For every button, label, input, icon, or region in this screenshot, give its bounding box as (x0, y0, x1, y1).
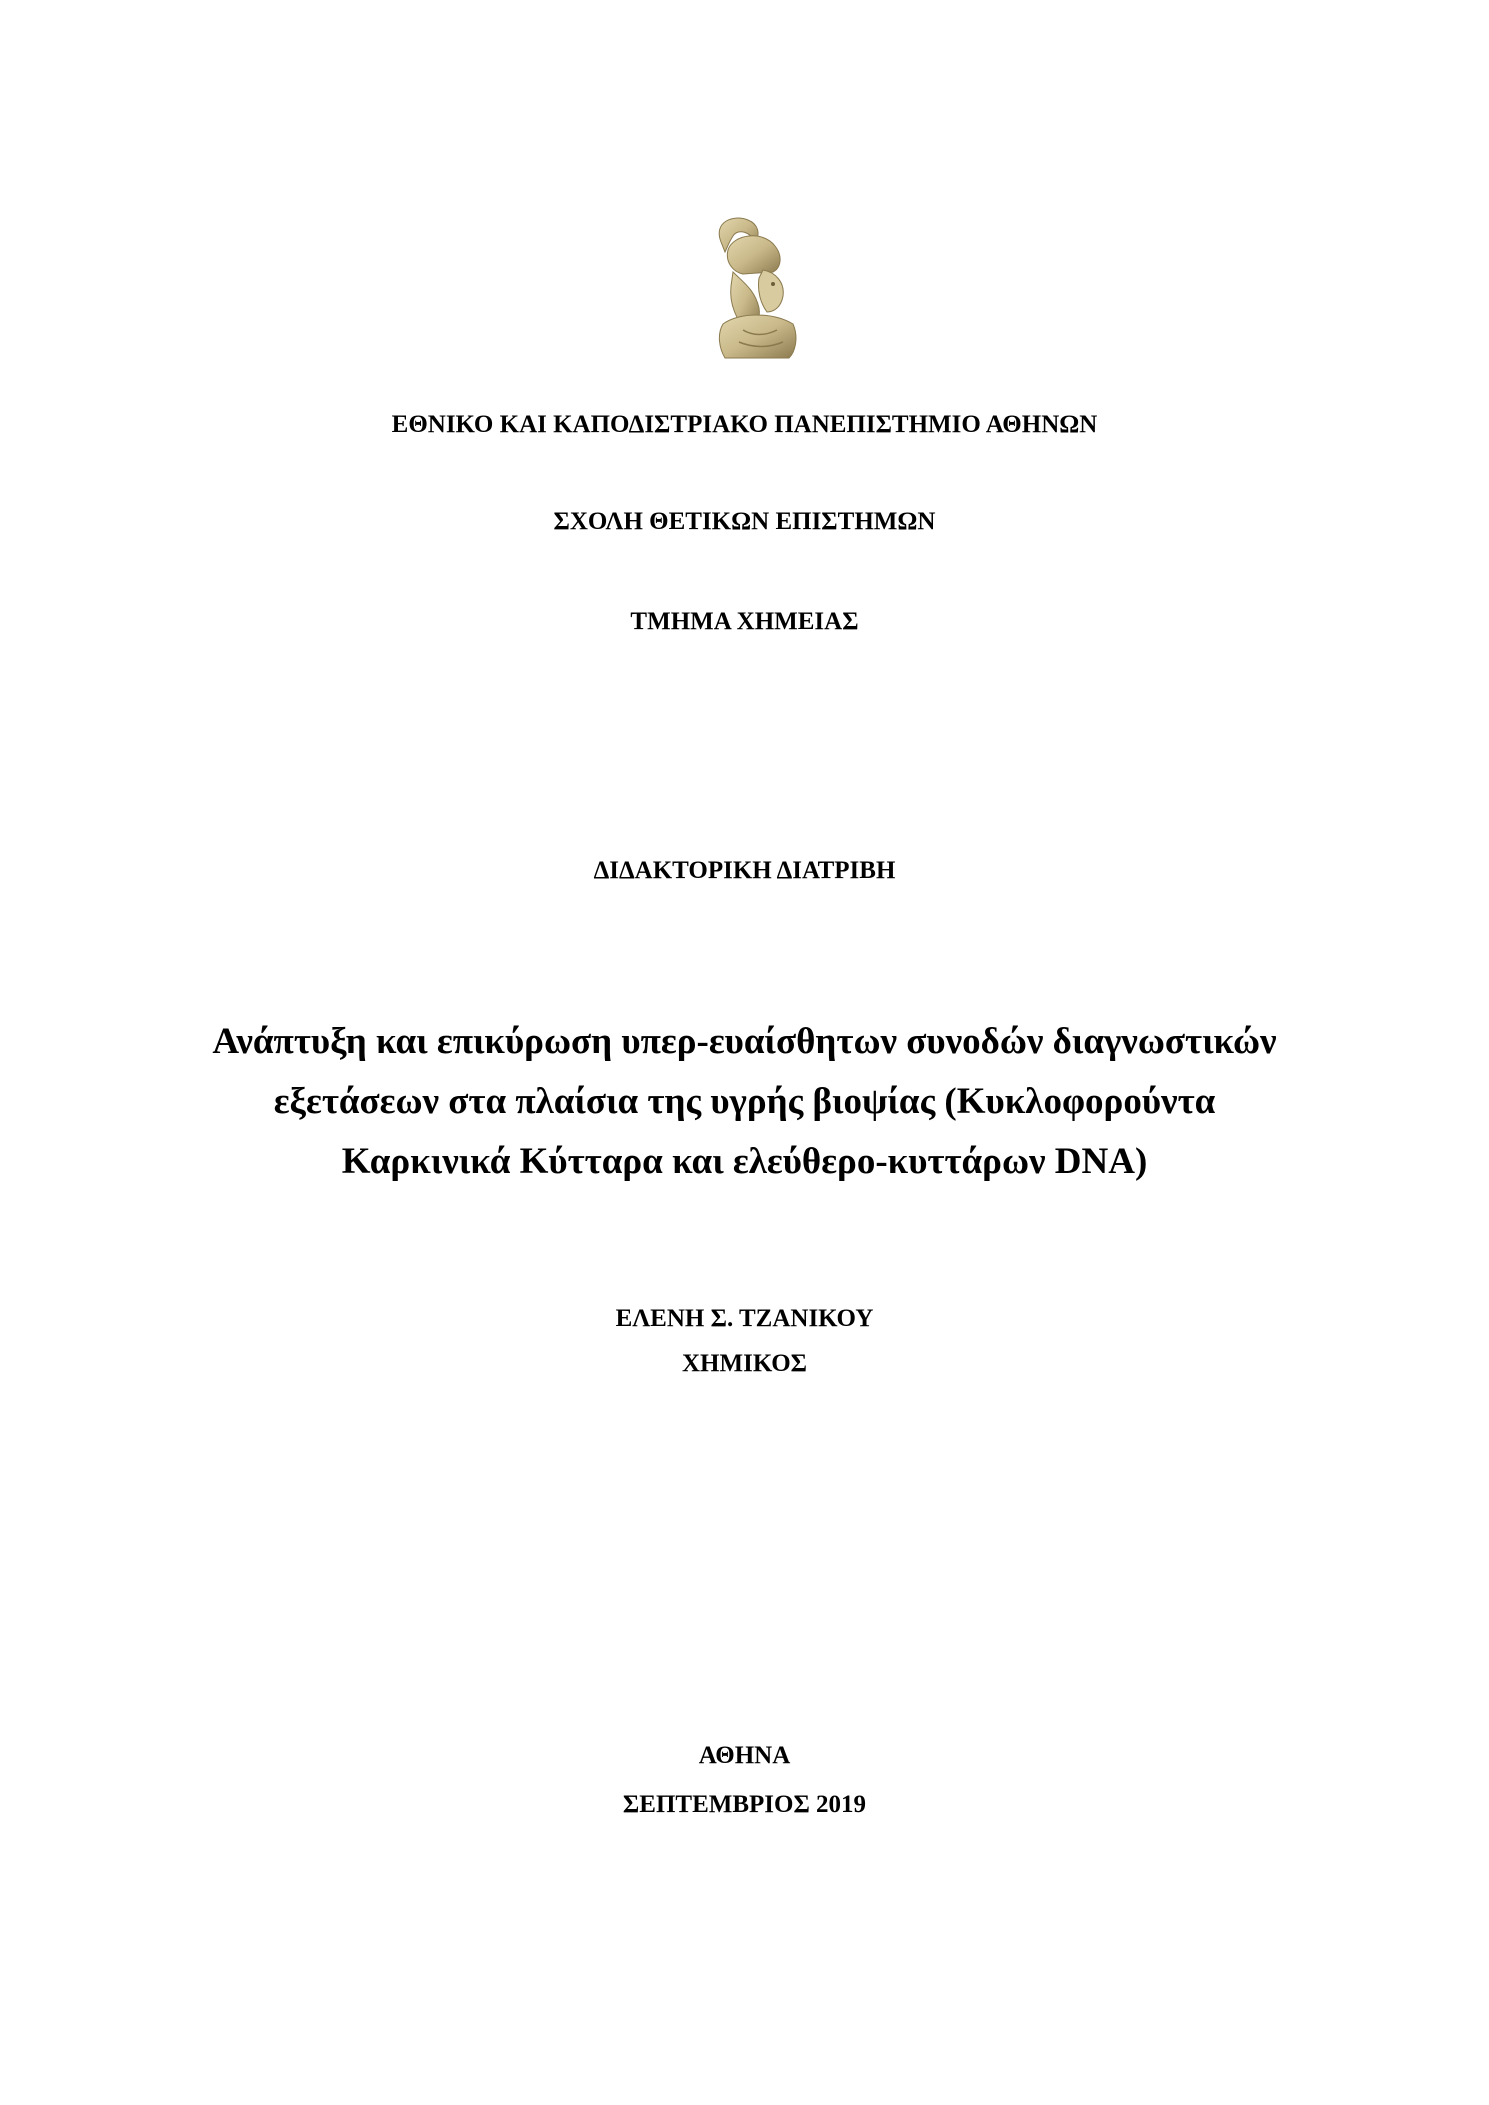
date: ΣΕΠΤΕΜΒΡΙΟΣ 2019 (622, 1791, 867, 1818)
department-name: ΤΜΗΜΑ ΧΗΜΕΙΑΣ (630, 608, 859, 635)
thesis-title (120, 1012, 1369, 1192)
university-name: ΕΘΝΙΚΟ ΚΑΙ ΚΑΠΟΔΙΣΤΡΙΑΚΟ ΠΑΝΕΠΙΣΤΗΜΙΟ ΑΘΗΝΩΝ (391, 411, 1098, 438)
athena-head-logo-icon (703, 212, 813, 362)
author-profession: ΧΗΜΙΚΟΣ (682, 1350, 807, 1377)
thesis-title-line: εξετάσεων στα πλαίσια της υγρής βιοψίας (Κυκλοφορούντα (273, 1081, 1216, 1122)
document-type: ΔΙΔΑΚΤΟΡΙΚΗ ΔΙΑΤΡΙΒΗ (593, 857, 896, 884)
thesis-title-line: Καρκινικά Κύτταρα και ελεύθερο-κυττάρων DNA) (341, 1141, 1148, 1182)
author-name: ΕΛΕΝΗ Σ. ΤΖΑΝΙΚΟΥ (615, 1305, 874, 1332)
city: ΑΘΗΝΑ (698, 1742, 791, 1769)
school-name: ΣΧΟΛΗ ΘΕΤΙΚΩΝ ΕΠΙΣΤΗΜΩΝ (553, 508, 936, 535)
thesis-title-line: Ανάπτυξη και επικύρωση υπερ-ευαίσθητων συνοδών διαγνωστικών (212, 1021, 1277, 1062)
